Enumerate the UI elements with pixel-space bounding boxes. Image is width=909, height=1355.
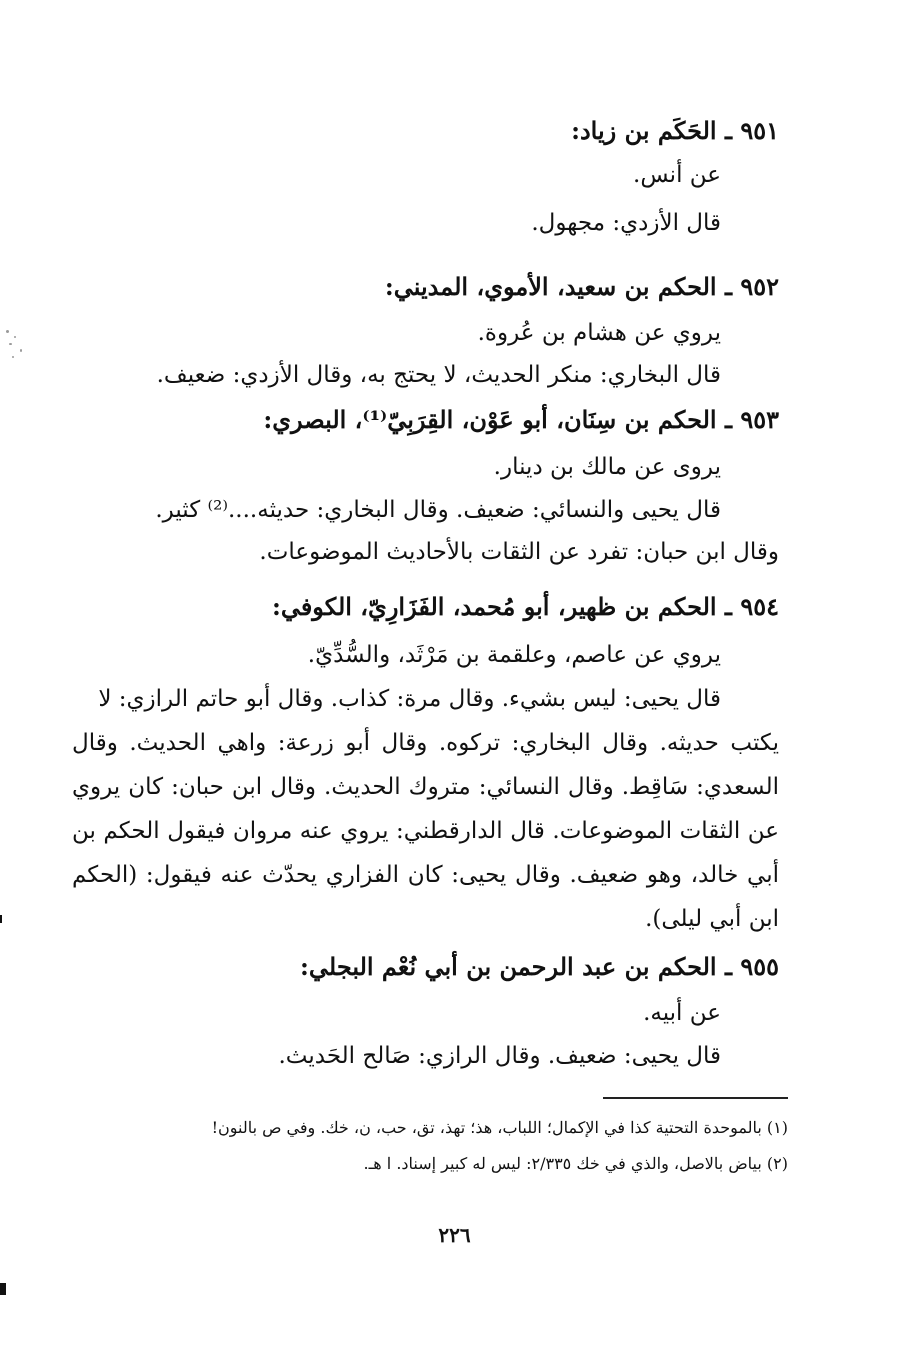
scan-edge-mark — [0, 915, 2, 923]
entry-951-line-1: عن أنس. — [633, 162, 721, 188]
entry-953-heading: ٩٥٣ ـ الحكم بن سِنَان، أبو عَوْن، القِرَبِيّ⁽¹⁾، البصري: — [263, 405, 779, 434]
entry-954-line-7: ابن أبي ليلى). — [645, 906, 779, 932]
entry-954-line-3: يكتب حديثه. وقال البخاري: تركوه. وقال أبو زرعة: واهي الحديث. وقال — [72, 730, 779, 756]
entry-952-line-1: يروي عن هشام بن عُروة. — [477, 320, 721, 346]
entry-954-line-5: عن الثقات الموضوعات. قال الدارقطني: يروي عنه مروان فيقول الحكم بن — [72, 818, 779, 844]
entry-951-heading: ٩٥١ ـ الحَكَم بن زياد: — [571, 116, 779, 145]
entry-954-heading: ٩٥٤ ـ الحكم بن ظهير، أبو مُحمد، الفَزَارِيّ، الكوفي: — [271, 592, 779, 621]
entry-952-heading: ٩٥٢ ـ الحكم بن سعيد، الأموي، المديني: — [384, 272, 779, 301]
scan-speck — [9, 343, 12, 345]
scan-speck — [6, 330, 9, 333]
entry-954-line-4: السعدي: سَاقِط. وقال النسائي: متروك الحديث. وقال ابن حبان: كان يروي — [72, 774, 779, 800]
entry-955-line-2: قال يحيى: ضعيف. وقال الرازي: صَالح الحَديث. — [278, 1043, 721, 1069]
scan-speck — [20, 349, 22, 352]
entry-955-line-1: عن أبيه. — [643, 1000, 721, 1026]
entry-954-line-6: أبي خالد، وهو ضعيف. وقال يحيى: كان الفزاري يحدّث عنه فيقول: (الحكم — [72, 862, 779, 888]
page-number: ٢٢٦ — [438, 1223, 471, 1247]
scan-speck — [14, 336, 16, 338]
entry-955-heading: ٩٥٥ ـ الحكم بن عبد الرحمن بن أبي نُعْم البجلي: — [300, 952, 779, 981]
entry-954-line-1: يروي عن عاصم، وعلقمة بن مَرْثَد، والسُّدِّيّ. — [307, 642, 721, 668]
entry-953-line-3: وقال ابن حبان: تفرد عن الثقات بالأحاديث الموضوعات. — [259, 539, 779, 565]
scan-edge-mark — [0, 1283, 6, 1295]
entry-954-line-2: قال يحيى: ليس بشيء. وقال مرة: كذاب. وقال أبو حاتم الرازي: لا — [98, 686, 721, 712]
entry-953-line-2: قال يحيى والنسائي: ضعيف. وقال البخاري: حديثه....⁽²⁾ كثير. — [155, 497, 721, 523]
entry-953-line-1: يروى عن مالك بن دينار. — [493, 454, 721, 480]
footnote-2: (٢) بياض بالاصل، والذي في خك ٢/٣٣٥: ليس له كبير إسناد. ا هـ. — [363, 1154, 788, 1173]
footnote-1: (١) بالموحدة التحتية كذا في الإكمال؛ اللباب، هذ؛ تهذ، تق، حب، ن، خك. وفي ص بالنون! — [211, 1118, 788, 1137]
footnote-separator — [603, 1097, 788, 1099]
scan-speck — [12, 356, 14, 358]
entry-952-line-2: قال البخاري: منكر الحديث، لا يحتج به، وقال الأزدي: ضعيف. — [156, 362, 721, 388]
entry-951-line-2: قال الأزدي: مجهول. — [531, 210, 721, 236]
